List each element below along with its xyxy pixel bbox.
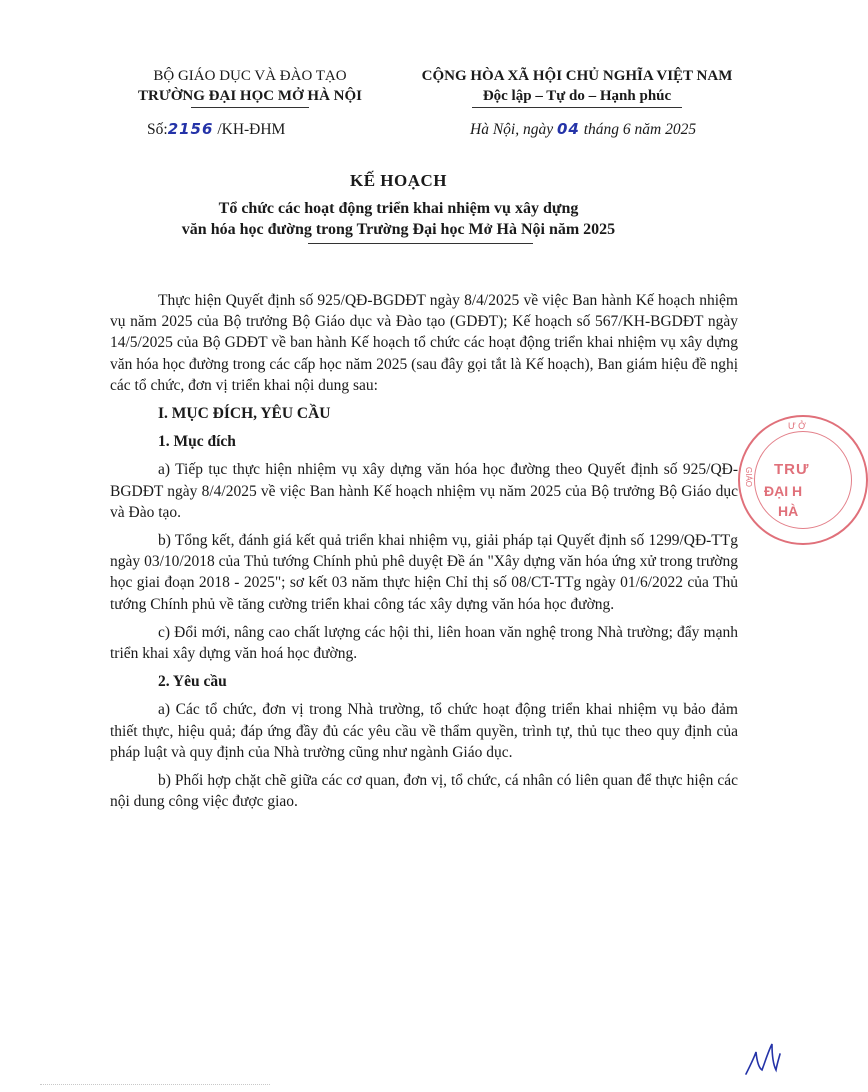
subtitle-underline [308,243,533,244]
national-motto: Độc lập – Tự do – Hạnh phúc [482,88,672,104]
document-subtitle [0,198,797,240]
section-heading: I. MỤC ĐÍCH, YÊU CẦU [158,405,331,423]
subsection-heading-requirements: 2. Yêu cầu [158,673,227,691]
date-suffix: tháng 6 năm 2025 [579,121,697,138]
subtitle-line-2: văn hóa học đường trong Trường Đại học Mở Hà Nội năm 2025 [181,221,616,238]
country-name: CỘNG HÒA XÃ HỘI CHỦ NGHĨA VIỆT NAM [421,68,733,84]
school-name: TRƯỜNG ĐẠI HỌC MỞ HÀ NỘI [137,88,363,104]
seal-line-3: HÀ [778,503,799,519]
date-prefix: Hà Nội, ngày [470,121,557,138]
paragraph-purpose-c: c) Đổi mới, nâng cao chất lượng các hội thi, liên hoan văn nghệ trong Nhà trường; đẩy mạnh triển khai xây dựng văn hoá học đường. [110,623,738,663]
seal-arc-left: GIÁO [744,467,753,488]
document-date [470,118,696,141]
paragraph-purpose-b: b) Tổng kết, đánh giá kết quả triển khai nhiệm vụ, giải pháp tại Quyết định số 1299/QĐ-TTg ngày 03/10/2018 của Thủ tướng Chính phủ phê duyệt Đề án "Xây dựng văn hóa ứng xử trong trường học giai đoạn 2018 - 2025"; sơ kết 03 năm thực hiện Chỉ thị số 08/CT-TTg ngày 01/6/2022 của Thủ tướng Chính phủ về tăng cường triển khai công tác xây dựng văn hóa học đường. [110,532,738,613]
initials-signature [742,1040,782,1078]
date-day-handwritten: 04 [556,120,580,138]
document-number [147,118,285,141]
document-body [110,290,738,819]
doc-number-prefix: Số: [147,121,168,138]
paragraph-purpose-a: a) Tiếp tục thực hiện nhiệm vụ xây dựng văn hóa học đường theo Quyết định số 925/QĐ-BGDĐT ngày 8/4/2025 về việc Ban hành Kế hoạch nhiệm vụ năm 2025 của Bộ trưởng Bộ Giáo dục và Đào tạo. [110,461,738,521]
subtitle-line-1: Tổ chức các hoạt động triển khai nhiệm vụ xây dựng [218,200,579,217]
seal-line-2: ĐẠI H [764,483,803,499]
ministry-name: BỘ GIÁO DỤC VÀ ĐÀO TẠO [153,68,347,84]
issuer-underline [191,107,309,108]
national-title-block [392,66,762,108]
seal-line-1: TRƯ [774,461,810,478]
subsection-heading-purpose: 1. Mục đích [158,433,236,451]
doc-number-suffix: /KH-ĐHM [217,121,286,138]
issuer-block [120,66,380,108]
scan-edge-line [40,1084,270,1085]
red-seal-stamp [738,415,868,545]
seal-inner-ring [754,431,852,529]
doc-number-handwritten: 2156 [167,120,214,138]
paragraph-requirements-b: b) Phối hợp chặt chẽ giữa các cơ quan, đơn vị, tổ chức, cá nhân có liên quan để thực hiện các nội dung công việc được giao. [110,772,738,811]
intro-paragraph: Thực hiện Quyết định số 925/QĐ-BGDĐT ngày 8/4/2025 về việc Ban hành Kế hoạch nhiệm vụ năm 2025 của Bộ trưởng Bộ Giáo dục và Đào tạo (GDĐT); Kế hoạch số 567/KH-BGDĐT ngày 14/5/2025 của Bộ GDĐT về ban hành Kế hoạch tổ chức các hoạt động triển khai nhiệm vụ xây dựng văn hóa học đường trong các cấp học năm 2025 (sau đây gọi tắt là Kế hoạch), Ban giám hiệu đề nghị các tổ chức, đơn vị triển khai nội dung sau: [110,292,738,394]
paragraph-requirements-a: a) Các tổ chức, đơn vị trong Nhà trường, tổ chức hoạt động triển khai nhiệm vụ bảo đảm thiết thực, hiệu quả; đáp ứng đầy đủ các yêu cầu về thẩm quyền, trình tự, thủ tục theo quy định của pháp luật và quy định của Nhà trường cũng như ngành Giáo dục. [110,701,738,761]
motto-underline [472,107,682,108]
document-title: KẾ HOẠCH [349,171,448,190]
seal-arc-top: Ư Ở [788,421,806,431]
